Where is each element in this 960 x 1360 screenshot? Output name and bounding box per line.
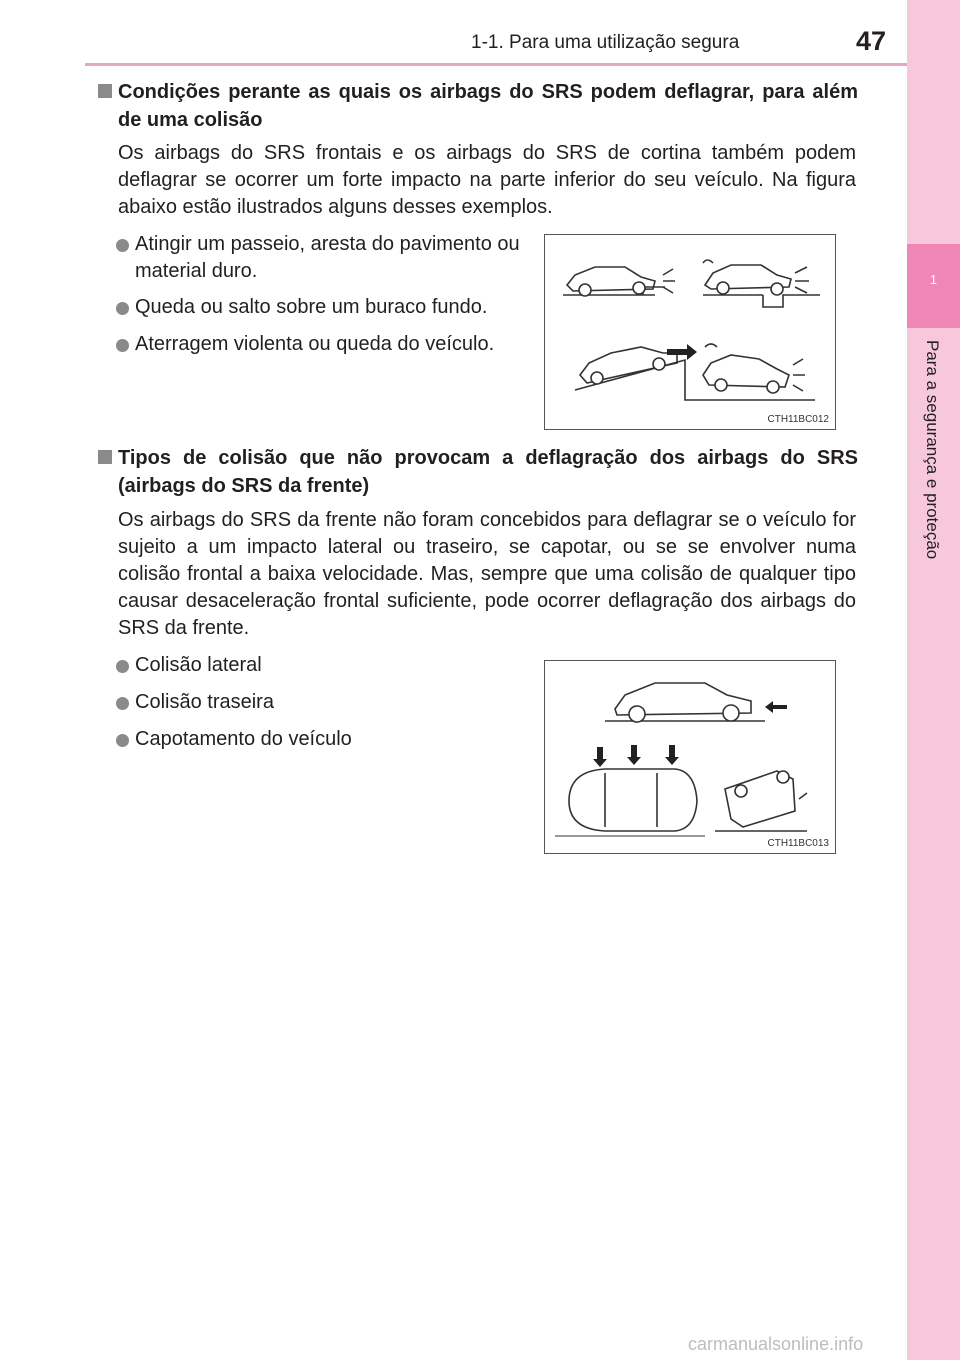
collision-types-illustration (545, 661, 835, 853)
chapter-tab-label: Para a segurança e proteção (923, 340, 942, 560)
list-item (116, 231, 536, 285)
round-bullet-icon (116, 302, 129, 315)
figure-code: CTH11BC013 (767, 838, 829, 849)
figure-code: CTH11BC012 (767, 414, 829, 425)
chapter-tab-number: 1 (929, 272, 938, 287)
section-heading-text: Tipos de colisão que não provocam a deflagração dos airbags do SRS (airbags do SRS da frente) (118, 447, 858, 497)
round-bullet-icon (116, 697, 129, 710)
round-bullet-icon (116, 339, 129, 352)
round-bullet-icon (116, 239, 129, 252)
list-item-text: Colisão traseira (135, 691, 274, 713)
round-bullet-icon (116, 660, 129, 673)
figure-impact-examples (544, 234, 836, 430)
list-item-text: Queda ou salto sobre um buraco fundo. (135, 296, 488, 318)
figure-non-deploy-collisions (544, 660, 836, 854)
page-number: 47 (856, 26, 887, 56)
side-strip (907, 0, 960, 1360)
section-heading-conditions (98, 78, 858, 134)
car-impact-illustration (545, 235, 835, 429)
round-bullet-icon (116, 734, 129, 747)
section-body-text: Os airbags do SRS frontais e os airbags do SRS de cortina também podem deflagrar se ocorrer um forte impacto na parte inferior do seu veículo. Na figura abaixo estão ilustrados alguns desses exemplos. (118, 142, 856, 218)
list-item (116, 689, 536, 716)
section-body-text: Os airbags do SRS da frente não foram concebidos para deflagrar se o veículo for sujeito a um impacto lateral ou traseiro, se capotar, ou se se envolver numa colisão frontal a baixa velocidade. Mas, sempre que uma colisão de qualquer tipo causar desaceleração frontal suficiente, pode ocorrer deflagração dos airbags do SRS da frente. (118, 509, 856, 639)
list-item-text: Aterragem violenta ou queda do veículo. (135, 333, 495, 355)
list-item (116, 294, 536, 321)
list-item (116, 726, 536, 753)
square-bullet-icon (98, 84, 112, 98)
section-heading-text: Condições perante as quais os airbags do SRS podem deflagrar, para além de uma colisão (118, 81, 858, 131)
list-item-text: Atingir um passeio, aresta do pavimento ou material duro. (135, 233, 520, 282)
section-heading-collision-types (98, 444, 858, 500)
footer-watermark: carmanualsonline.info (688, 1334, 864, 1354)
square-bullet-icon (98, 450, 112, 464)
list-item (116, 331, 536, 358)
header-divider (85, 63, 907, 66)
list-item-text: Capotamento do veículo (135, 728, 352, 750)
list-item-text: Colisão lateral (135, 654, 262, 676)
header-section-title: 1-1. Para uma utilização segura (471, 32, 740, 53)
list-item (116, 652, 536, 679)
